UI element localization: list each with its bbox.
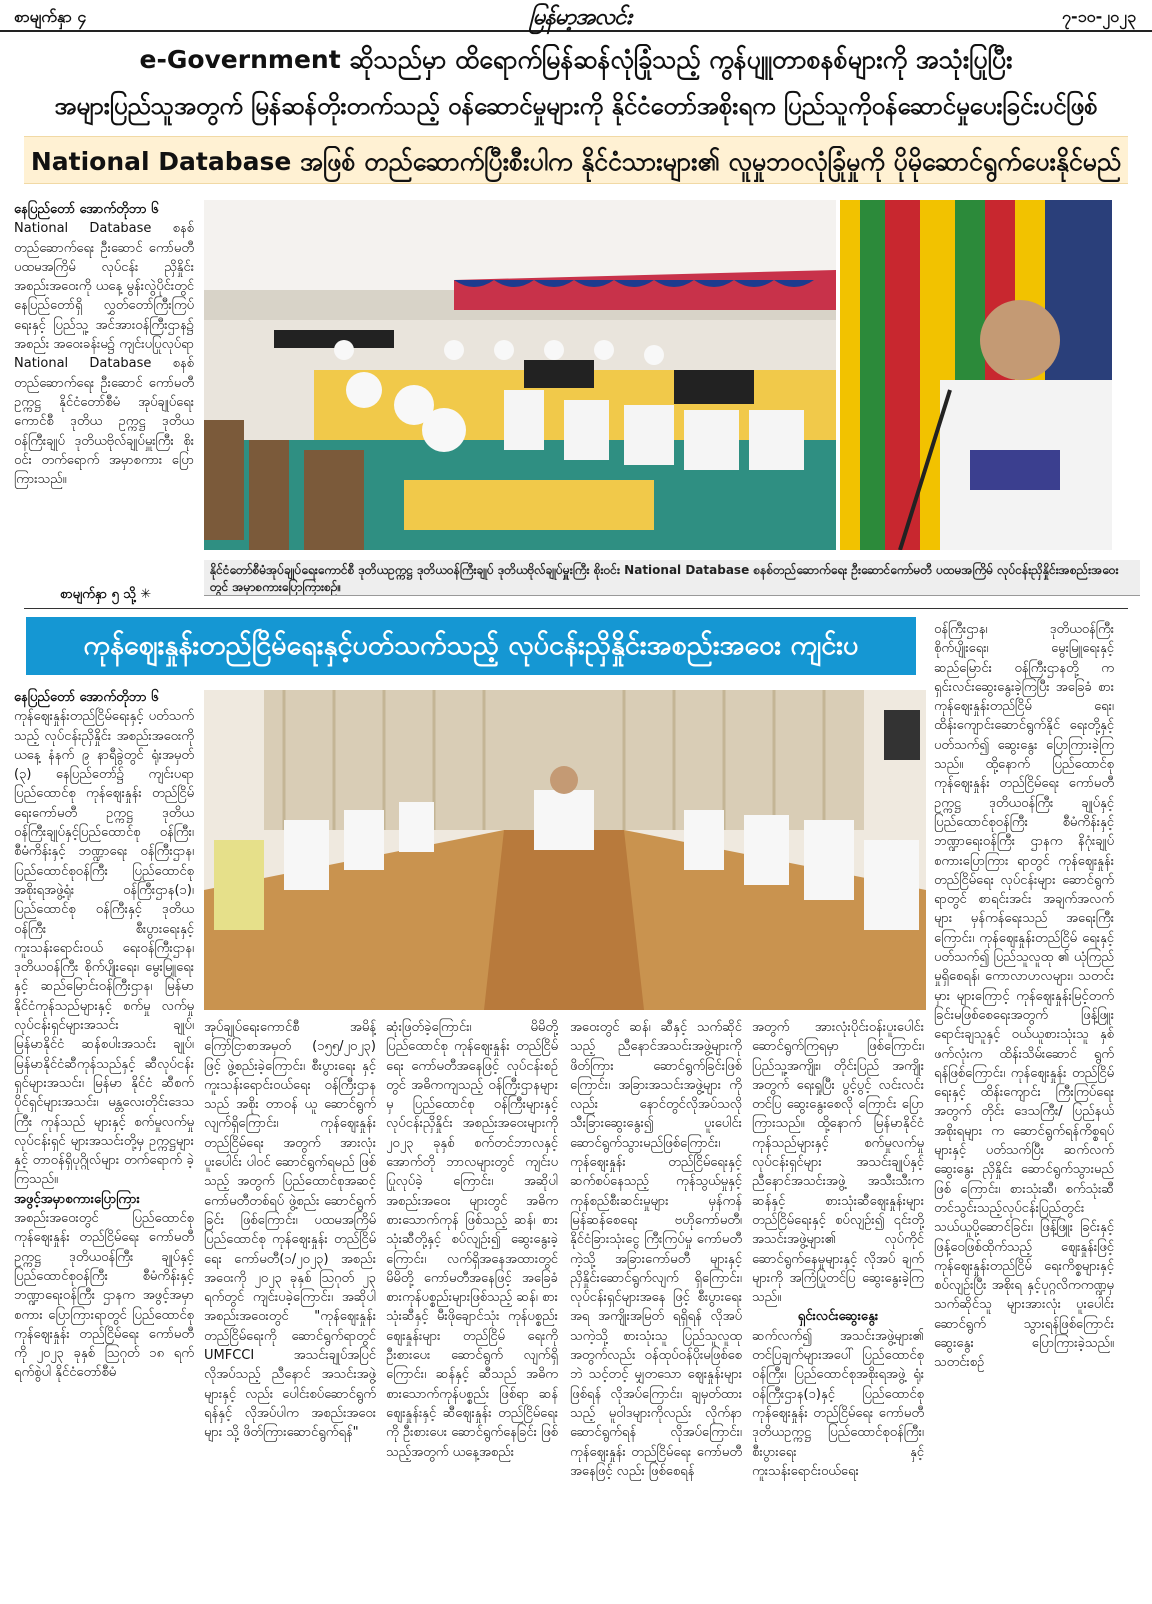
article2-subhead-opening-body: အစည်းအဝေးတွင် ပြည်ထောင်စု ကုန်ဈေးနှုန်း တည်ငြိမ်ရေး ကော်မတီဥက္ကဋ္ဌ ဒုတိယဝန်ကြီး ချုပ်နှင့် ပြည်ထောင်စုဝန်ကြီး စီမံကိန်းနှင့် ဘဏ္ဍာရေးဝန်ကြီး ဌာနက အဖွင့်အမှာစကား ပြောကြားရာတွင် ပြည်ထောင်စု ကုန်ဈေးနှုန်း တည်ငြိမ်ရေး ကော်မတီကို ၂၀၂၃ ခုနှစ် ဩဂုတ် ၁၈ ရက် ရက်စွဲပါ နိုင်ငံတော်စီမံ bbox=[14, 1211, 194, 1381]
article2-right-column bbox=[934, 620, 1114, 1580]
newspaper-logo: မြန်မာ့အလင်း bbox=[529, 5, 631, 30]
article2-right-body: ဝန်ကြီးဌာန၊ ဒုတိယဝန်ကြီး စိုက်ပျိုးရေး၊ မွေးမြူရေးနှင့် ဆည်မြောင်း ဝန်ကြီးဌာနတို့ က ရှင်းလင်းဆွေးနွေးခဲ့ကြပြီး အခြေခံ စားကုန်ဈေးနှုန်းတည်ငြိမ် ရေး၊ ထိန်းကျောင်းဆောင်ရွက်နိုင် ရေးတို့နှင့်ပတ်သက်၍ ဆွေးနွေး ပြောကြားခဲ့ကြသည်။ ထို့နောက် ပြည်ထောင်စု ကုန်ဈေးနှုန်း တည်ငြိမ်ရေး ကော်မတီဥက္ကဋ္ဌ ဒုတိယဝန်ကြီး ချုပ်နှင့် ပြည်ထောင်စုဝန်ကြီး စီမံကိန်းနှင့် ဘဏ္ဍာရေးဝန်ကြီး ဌာနက နိဂုံးချုပ်စကားပြောကြား ရာတွင် ကုန်ဈေးနှုန်းတည်ငြိမ်ရေး လုပ်ငန်းများ ဆောင်ရွက်ရာတွင် စာရင်းအင်း အချက်အလက်များ မှန်ကန်ရေးသည် အရေးကြီး ကြောင်း၊ ကုန်ဈေးနှုန်းတည်ငြိမ် ရေးနှင့်ပတ်သက်၍ ပြည်သူလူထု ၏ ယုံကြည်မှုရှိစေရန်၊ ကောလာဟလများ၊ သတင်းမှား များကြောင့် ကုန်ဈေးနှုန်းမြင့်တက် ခြင်းမဖြစ်စေရေးအတွက် ဖြန့်ဖြူး ရောင်းချသူနှင့် ဝယ်ယူစားသုံးသူ နှစ်ဖက်လုံးက ထိန်းသိမ်းဆောင် ရွက်ရန်ဖြစ်ကြောင်း၊ ကုန်ဈေးနှုန်း တည်ငြိမ်ရေးနှင့် ထိန်းကျောင်း ကြီးကြပ်ရေးအတွက် တိုင်း ဒေသကြီး/ ပြည်နယ်အစိုးရများ က ဆောင်ရွက်ရန်ကိစ္စရပ်များနှင့် ပတ်သက်ပြီး ဆက်လက်ဆွေးနွေး ညှိနှိုင်း ဆောင်ရွက်သွားမည်ဖြစ် ကြောင်း၊ စားသုံးဆီ၊ စက်သုံးဆီ တင်သွင်းသည့်လုပ်ငန်းပြည်တွင်း သယ်ယူပို့ဆောင်ခြင်း၊ ဖြန့်ဖြူး ခြင်းနှင့် ဖြန့်ဝေဖြစ်ထိုက်သည့် ဈေးနှုန်းဖြင့် ကုန်ဈေးနှုန်းတည်ငြိမ် ရေးကိစ္စများနှင့်စပ်လျဉ်းပြီး အစိုးရ နှင့်ပုဂ္ဂလိကကဏ္ဍမှ သက်ဆိုင်သူ များအားလုံး ပူးပေါင်းဆောင်ရွက် သွားရန်ဖြစ်ကြောင်း ဆွေးနွေး ပြောကြားခဲ့သည်။ သတင်းစဉ် bbox=[934, 622, 1114, 1371]
headline-line-1: e-Government ဆိုသည်မှာ ထိရောက်မြန်ဆန်လုံခြုံသည့် ကွန်ပျူတာစနစ်များကို အသုံးပြုပြီး bbox=[139, 45, 1013, 74]
article2-subhead-opening: အဖွင့်အမှာစကားပြောကြား bbox=[14, 1191, 140, 1207]
article2-banner: ကုန်ဈေးနှုန်းတည်ငြိမ်ရေးနှင့်ပတ်သက်သည့် လုပ်ငန်းညှိနှိုင်းအစည်းအဝေး ကျင်းပ bbox=[26, 617, 916, 675]
article2-column-d-body: အဝေးတွင် ဆန်၊ ဆီနှင့် သက်ဆိုင် သည့် ညီနောင်အသင်းအဖွဲ့များကို ဖိတ်ကြား ဆောင်ရွက်ခြင်းဖြစ် ကြောင်း၊ အခြားအသင်းအဖွဲ့များ ကိုလည်း နောင်တွင်လိုအပ်သလို သီးခြားဆွေးနွေး၍ ပူးပေါင်း ဆောင်ရွက်သွားမည်ဖြစ်ကြောင်း၊ ကုန်ဈေးနှုန်း တည်ငြိမ်ရေးနှင့် ဆက်စပ်နေသည့် ကုန်သွယ်မှုနှင့် ကုန်စည်စီးဆင်းမှုများ မှန်ကန် မြန်ဆန်စေရေး ဗဟိုကော်မတီ၊ နိုင်ငံခြားသုံးငွေ ကြီးကြပ်မှု ကော်မတီကဲ့သို့ အခြားကော်မတီ များနှင့် ညှိနှိုင်းဆောင်ရွက်လျက် ရှိကြောင်း၊ လုပ်ငန်းရှင်များအနေ ဖြင့် စီးပွားရေးအရ အကျိုးအမြတ် ရရှိရန် လိုအပ်သကဲ့သို့ စားသုံးသူ ပြည်သူလူထု အတွက်လည်း ဝန်ထုပ်ဝန်ပိုးမဖြစ်စေဘဲ သင့်တင့် မျှတသော ဈေးနှုန်းများဖြစ်ရန် လိုအပ်ကြောင်း၊ ချမှတ်ထားသည့် မူဝါဒများကိုလည်း လိုက်နာ ဆောင်ရွက်ရန် လိုအပ်ကြောင်း၊ ကုန်ဈေးနှုန်း တည်ငြိမ်ရေး ကော်မတီအနေဖြင့် လည်း ဖြစ်စေရန် bbox=[570, 1020, 742, 1479]
article1-continued: စာမျက်နှာ ၅ သို့ ✳ bbox=[60, 587, 152, 602]
article2-column-c-body: ဆုံးဖြတ်ခဲ့ကြောင်း၊ မိမိတို့ ပြည်ထောင်စု ကုန်ဈေးနှုန်း တည်ငြိမ်ရေး ကော်မတီအနေဖြင့် လုပ်ငန်းစဉ်တွင် အဓိကကျသည့် ဝန်ကြီးဌာနများမှ ပြည်ထောင်စု ဝန်ကြီးများနှင့် လုပ်ငန်းညှိနှိုင်း အစည်းအဝေးများကို ၂၀၂၃ ခုနှစ် စက်တင်ဘာလနှင့် အောက်တို ဘာလများတွင် ကျင်းပပြုလုပ်ခဲ့ ကြောင်း၊ အဆိုပါ အစည်းအဝေး များတွင် အဓိကစားသောက်ကုန် ဖြစ်သည့် ဆန်၊ စားသုံးဆီတို့နှင့် စပ်လျဉ်း၍ ဆွေးနွေးခဲ့ကြောင်း၊ လက်ရှိအနေအထားတွင် မိမိတို့ ကော်မတီအနေဖြင့် အခြေခံ စားကုန်ပစ္စည်းများဖြစ်သည့် ဆန်၊ စားသုံးဆီနှင့် မီးဖိုချောင်သုံး ကုန်ပစ္စည်းဈေးနှုန်းများ တည်ငြိမ် ရေးကို ဦးစားပေး ဆောင်ရွက် လျက်ရှိကြောင်း၊ ဆန်နှင့် ဆီသည် အဓိက စားသောက်ကုန်ပစ္စည်း ဖြစ်ရာ ဆန်ဈေးနှုန်းနှင့် ဆီဈေးနှုန်း တည်ငြိမ်ရေးကို ဦးစားပေး ဆောင်ရွက်နေခြင်း ဖြစ်သည့်အတွက် ယနေ့အစည်း bbox=[386, 1020, 558, 1460]
article2-left-body: ကုန်ဈေးနှုန်းတည်ငြိမ်ရေးနှင့် ပတ်သက်သည့် လုပ်ငန်းညှိနှိုင်း အစည်းအဝေးကို ယနေ့ နံနက် ၉ နာရီခွဲတွင် ရုံးအမှတ် (၃) နေပြည်တော်၌ ကျင်းပရာ ပြည်ထောင်စု ကုန်ဈေးနှုန်း တည်ငြိမ်ရေးကော်မတီ ဥက္ကဋ္ဌ ဒုတိယဝန်ကြီးချုပ်နှင့်ပြည်ထောင်စု ဝန်ကြီး၊ စီမံကိန်းနှင့် ဘဏ္ဍာရေး ဝန်ကြီးဌာန၊ပြည်ထောင်စုဝန်ကြီး ပြည်ထောင်စု အစိုးရအဖွဲ့ရုံး ဝန်ကြီးဌာန(၁)၊ ပြည်ထောင်စု ဝန်ကြီးနှင့် ဒုတိယဝန်ကြီး စီးပွားရေးနှင့် ကူးသန်းရောင်းဝယ် ရေးဝန်ကြီးဌာန၊ ဒုတိယဝန်ကြီး စိုက်ပျိုးရေး၊ မွေးမြူရေးနှင့် ဆည်မြောင်းဝန်ကြီးဌာန၊ မြန်မာ နိုင်ငံကုန်သည်များနှင့် စက်မှု လက်မှု လုပ်ငန်းရှင်များအသင်း ချုပ်၊ မြန်မာနိုင်ငံ ဆန်စပါးအသင်း ချုပ်၊ မြန်မာနိုင်ငံဆီကုန်သည်နှင့် ဆီလုပ်ငန်းရှင်များအသင်း၊ မြန်မာ နိုင်ငံ ဆီစက်ပိုင်ရှင်များအသင်း၊ မန္တလေးတိုင်းဒေသကြီး ကုန်သည် များနှင့် စက်မှုလက်မှုလုပ်ငန်းရှင် များအသင်းတို့မှ ဥက္ကဋ္ဌများနှင့် တာဝန်ရှိပုဂ္ဂိုလ်များ တက်ရောက် ခဲ့ကြသည်။ bbox=[14, 709, 194, 1188]
article2-column-e2-body: ဆက်လက်၍ အသင်းအဖွဲ့များ၏ တင်ပြချက်များအပေါ် ပြည်ထောင်စု ဝန်ကြီး၊ ပြည်ထောင်စုအစိုးရအဖွဲ့ ရုံး ဝန်ကြီးဌာန(၁)နှင့် ပြည်ထောင်စု ကုန်ဈေးနှုန်း တည်ငြိမ်ရေး ကော်မတီ ဒုတိယဥက္ကဋ္ဌ ပြည်ထောင်စုဝန်ကြီး၊ စီးပွားရေး နှင့် ကူးသန်းရောင်းဝယ်ရေး bbox=[752, 1328, 924, 1479]
article2-column-b-body: အုပ်ချုပ်ရေးကောင်စီ အမိန့် ကြော်ငြာစာအမှတ် (၁၅၅/၂၀၂၃) ဖြင့် ဖွဲ့စည်းခဲ့ကြောင်း၊ စီးပွားရေး နှင့် ကူးသန်းရောင်းဝယ်ရေး ဝန်ကြီးဌာနသည် အစိုး တာဝန် ယူ ဆောင်ရွက်လျက်ရှိကြောင်း၊ ကုန်ဈေးနှုန်း တည်ငြိမ်ရေး အတွက် အားလုံးပူးပေါင်း ပါဝင် ဆောင်ရွက်ရမည် ဖြစ်သည့် အတွက် ပြည်ထောင်စုအဆင့် ကော်မတီတစ်ရပ် ဖွဲ့စည်း ဆောင်ရွက်ခြင်း ဖြစ်ကြောင်း၊ ပထမအကြိမ် ပြည်ထောင်စု ကုန်ဈေးနှုန်း တည်ငြိမ်ရေး ကော်မတီ(၁/၂၀၂၃) အစည်း အဝေးကို ၂၀၂၃ ခုနှစ် ဩဂုတ် ၂၃ ရက်တွင် ကျင်းပခဲ့ကြောင်း၊ အဆိုပါ အစည်းအဝေးတွင် "ကုန်ဈေးနှုန်း တည်ငြိမ်ရေးကို ဆောင်ရွက်ရာတွင် UMFCCI အသင်းချုပ်အပြင် လိုအပ်သည့် ညီနောင် အသင်းအဖွဲ့များနှင့် လည်း ပေါင်းစပ်ဆောင်ရွက်ရန်နှင့် လိုအပ်ပါက အစည်းအဝေးများ သို့ ဖိတ်ကြားဆောင်ရွက်ရန်" bbox=[204, 1020, 376, 1441]
article2-column-e bbox=[752, 1018, 924, 1590]
headline-band-text: National Database အဖြစ် တည်ဆောက်ပြီးစီးပါက နိုင်ငံသားများ၏ လူမှုဘဝလုံခြုံမှုကို ပိုမိုဆောင်ရွက်ပေးနိုင်မည် bbox=[30, 147, 1122, 176]
conference-table-photo bbox=[204, 690, 926, 1010]
article1-photo-caption: နိုင်ငံတော်စီမံအုပ်ချုပ်ရေးကောင်စီ ဒုတိယဥက္ကဋ္ဌ ဒုတိယဝန်ကြီးချုပ် ဒုတိယဗိုလ်ချုပ်မှူးကြီး စိုးဝင်း National Database စနစ်တည်ဆောက်ရေး ဦးဆောင်ကော်မတီ ပထမအကြိမ် လုပ်ငန်းညှိနှိုင်းအစည်းအဝေးတွင် အမှာစကားပြောကြားစဉ်။ bbox=[204, 560, 1140, 596]
article1-body: National Database စနစ် တည်ဆောက်ရေး ဦးဆောင် ကော်မတီ ပထမအကြိမ် လုပ်ငန်း ညှိနှိုင်းအစည်းအဝေးကို ယနေ့ မွန်းလွဲပိုင်းတွင် နေပြည်တော်ရှိ လွှတ်တော်ကြီးကြပ်ရေးနှင့် ပြည်သူ့ အင်အားဝန်ကြီးဌာန၌ အစည်း အဝေးခန်းမ၌ ကျင်းပပြုလုပ်ရာ National Database စနစ် တည်ဆောက်ရေး ဦးဆောင် ကော်မတီဥက္ကဋ္ဌ နိုင်ငံတော်စီမံ အုပ်ချုပ်ရေးကောင်စီ ဒုတိယ ဥက္ကဋ္ဌ ဒုတိယဝန်ကြီးချုပ် ဒုတိယဗိုလ်ချုပ်မှူးကြီး စိုးဝင်း တက်ရောက် အမှာစကား ပြောကြားသည်။ bbox=[14, 221, 194, 488]
article1-dateline: နေပြည်တော် အောက်တိုဘာ ၆ bbox=[14, 202, 159, 217]
issue-date: ၇-၁၀-၂၀၂၃ bbox=[1062, 7, 1136, 26]
article2-column-d bbox=[570, 1018, 742, 1590]
section-divider bbox=[24, 608, 1128, 609]
headline-line-2: အများပြည်သူအတွက် မြန်ဆန်တိုးတက်သည့် ဝန်ဆောင်မှုများကို နိုင်ငံတော်အစိုးရက ပြည်သူကိုဝန်ဆောင်မှုပေးခြင်းပင်ဖြစ် bbox=[54, 92, 1098, 120]
article2-column-b bbox=[204, 1018, 376, 1590]
page-label: စာမျက်နှာ ၄ bbox=[14, 7, 87, 26]
article1-column bbox=[14, 200, 194, 580]
meeting-hall-photo bbox=[204, 200, 836, 550]
article2-subhead-clarify: ရှင်းလင်းဆွေးနွေး bbox=[797, 1309, 879, 1325]
article2-column-e-body: အတွက် အားလုံးပိုင်းဝန်းပူးပေါင်း ဆောင်ရွက်ကြရမှာ ဖြစ်ကြောင်း၊ ပြည်သူ့အကျိုး၊ တိုင်းပြည် အကျိုးအတွက် ရေးရှုပြီး ပွင့်ပွင့် လင်းလင်းတင်ပြ ဆွေးနွေးစေလို ကြောင်း ပြောကြားသည်။ ထို့နောက် မြန်မာနိုင်ငံ ကုန်သည်များနှင့် စက်မှုလက်မှု လုပ်ငန်းရှင်များ အသင်းချုပ်နှင့် ညီနောင်အသင်းအဖွဲ့ အသီးသီးက ဆန်နှင့် စားသုံးဆီဈေးနှုန်းများ တည်ငြိမ်ရေးနှင့် စပ်လျဉ်း၍ ၎င်းတို့အသင်းအဖွဲ့များ၏ လုပ်ကိုင် ဆောင်ရွက်နေမှုများနှင့် လိုအပ် ချက်များကို အကြံပြုတင်ပြ ဆွေးနွေးခဲ့ကြသည်။ bbox=[752, 1020, 924, 1306]
speaker-photo bbox=[840, 200, 1112, 550]
article2-dateline: နေပြည်တော် အောက်တိုဘာ ၆ bbox=[14, 690, 159, 705]
article2-column-c bbox=[386, 1018, 558, 1590]
article2-left-column bbox=[14, 688, 194, 1588]
